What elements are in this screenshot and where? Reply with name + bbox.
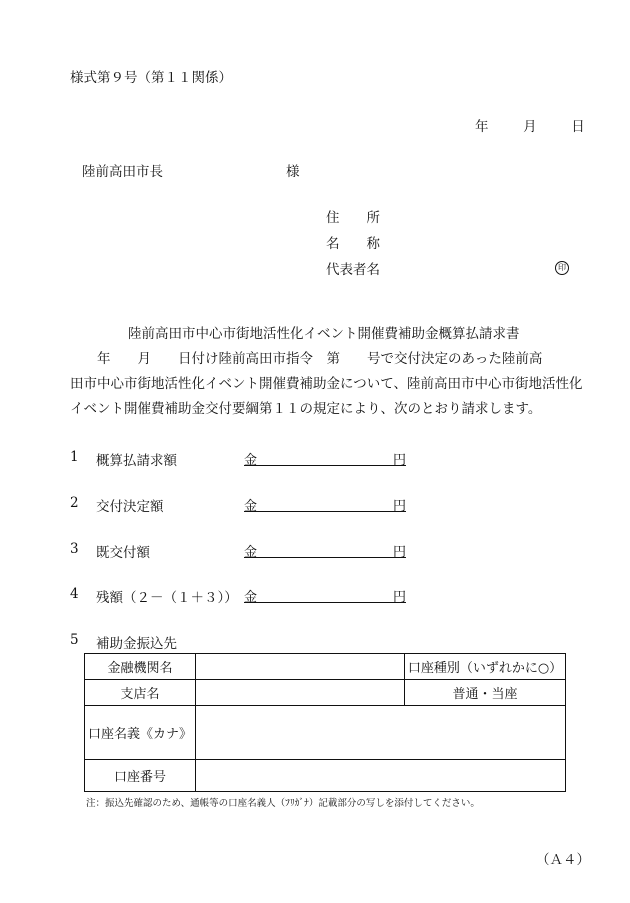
representative-label: 代表者名 bbox=[326, 262, 380, 278]
item-label: 既交付額 bbox=[96, 545, 150, 561]
amount-field[interactable] bbox=[244, 449, 406, 466]
date-day: 日 bbox=[571, 119, 585, 135]
amount-field[interactable] bbox=[244, 495, 406, 512]
body-text bbox=[70, 347, 583, 422]
institution-label: 金融機関名 bbox=[85, 654, 196, 680]
item-number: 1 bbox=[70, 449, 79, 465]
amount-prefix: 金 bbox=[244, 590, 258, 605]
amount-unit: 円 bbox=[392, 453, 406, 468]
item-label: 交付決定額 bbox=[96, 499, 164, 515]
date-year: 年 bbox=[475, 119, 489, 135]
item-label: 残額（２－（１＋３）） bbox=[96, 590, 238, 606]
seal-icon: 印 bbox=[555, 261, 569, 275]
addressee-honorific: 様 bbox=[286, 164, 300, 180]
bank-table bbox=[84, 653, 566, 792]
branch-label: 支店名 bbox=[85, 680, 196, 706]
amount-prefix: 金 bbox=[244, 453, 258, 468]
seal-mark bbox=[555, 259, 569, 275]
addressee-name: 陸前高田市長 bbox=[82, 164, 163, 180]
holder-input[interactable] bbox=[196, 706, 566, 760]
item-number: 2 bbox=[70, 495, 79, 511]
amount-unit: 円 bbox=[392, 545, 406, 560]
name-label: 名 称 bbox=[326, 236, 380, 252]
date-month: 月 bbox=[523, 119, 537, 135]
account-type-options[interactable]: 普通・当座 bbox=[405, 680, 566, 706]
account-number-label: 口座番号 bbox=[85, 760, 196, 792]
branch-input[interactable] bbox=[196, 680, 405, 706]
institution-input[interactable] bbox=[196, 654, 405, 680]
address-label: 住 所 bbox=[326, 210, 380, 226]
attachment-note: 注：振込先確認のため、通帳等の口座名義人（ﾌﾘｶﾞﾅ）記載部分の写しを添付してください。 bbox=[86, 798, 480, 809]
body-line-1: 年 月 日付け陸前高田市指令 第 号で交付決定のあった陸前高 bbox=[70, 351, 543, 367]
item-label: 概算払請求額 bbox=[96, 453, 177, 469]
account-number-input[interactable] bbox=[196, 760, 566, 792]
form-number: 様式第９号（第１１関係） bbox=[70, 70, 232, 86]
bank-heading: 補助金振込先 bbox=[96, 636, 177, 652]
paper-size-label: （Ａ４） bbox=[536, 852, 590, 868]
amount-prefix: 金 bbox=[244, 545, 258, 560]
amount-unit: 円 bbox=[392, 499, 406, 514]
body-line-2: 田市中心市街地活性化イベント開催費補助金について、陸前高田市中心市街地活性化 bbox=[70, 376, 583, 392]
account-type-label: 口座種別（いずれかに○） bbox=[405, 654, 566, 680]
amount-unit: 円 bbox=[392, 590, 406, 605]
amount-prefix: 金 bbox=[244, 499, 258, 514]
body-line-3: イベント開催費補助金交付要綱第１１の規定により、次のとおり請求します。 bbox=[70, 401, 542, 417]
amount-field[interactable] bbox=[244, 541, 406, 558]
date-line bbox=[475, 115, 585, 135]
amount-field[interactable] bbox=[244, 586, 406, 603]
item-number: 4 bbox=[70, 586, 79, 602]
holder-label: 口座名義《カナ》 bbox=[85, 706, 196, 760]
document-title: 陸前高田市中心市街地活性化イベント開催費補助金概算払請求書 bbox=[128, 326, 520, 342]
item-number: 3 bbox=[70, 541, 79, 557]
bank-heading-number: 5 bbox=[70, 632, 79, 648]
